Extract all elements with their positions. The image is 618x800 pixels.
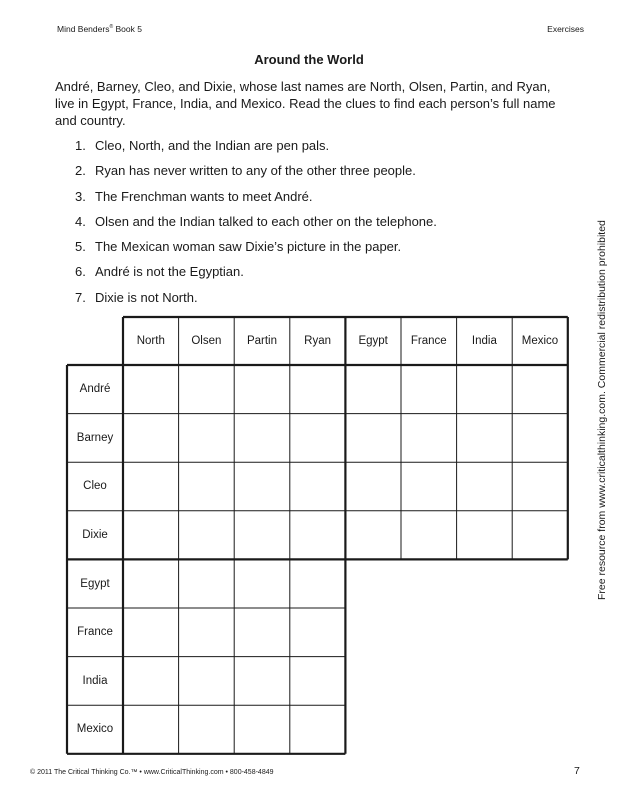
- grid-cell[interactable]: [290, 414, 346, 463]
- grid-cell[interactable]: [290, 365, 346, 414]
- grid-cell[interactable]: [512, 414, 568, 463]
- grid-cell[interactable]: [290, 608, 346, 657]
- column-header: France: [410, 335, 447, 347]
- grid-cell[interactable]: [179, 414, 235, 463]
- page-title: Around the World: [254, 52, 364, 67]
- grid-cell[interactable]: [512, 511, 568, 560]
- grid-cell[interactable]: [401, 511, 457, 560]
- column-header: Egypt: [358, 335, 388, 347]
- grid-cell[interactable]: [401, 462, 457, 511]
- clue-item: 1. Cleo, North, and the Indian are pen pals.: [75, 138, 330, 153]
- grid-cell[interactable]: [179, 657, 235, 706]
- row-header: Mexico: [76, 723, 114, 736]
- grid-cell[interactable]: [179, 365, 235, 414]
- column-header: Olsen: [191, 335, 222, 347]
- grid-cell[interactable]: [290, 657, 346, 706]
- row-header: India: [82, 674, 108, 687]
- grid-cell[interactable]: [512, 365, 568, 414]
- grid-cell[interactable]: [179, 705, 235, 754]
- grid-cell[interactable]: [345, 511, 401, 560]
- row-header: Cleo: [83, 480, 107, 493]
- grid-cell[interactable]: [234, 559, 290, 608]
- grid-cell[interactable]: [123, 608, 179, 657]
- grid-cell[interactable]: [123, 559, 179, 608]
- grid-cell[interactable]: [123, 462, 179, 511]
- grid-cell[interactable]: [457, 365, 513, 414]
- column-header: India: [471, 335, 497, 347]
- grid-cell[interactable]: [179, 608, 235, 657]
- section-header: Exercises: [547, 24, 584, 34]
- grid-cell[interactable]: [401, 414, 457, 463]
- grid-cell[interactable]: [457, 511, 513, 560]
- grid-cell[interactable]: [345, 462, 401, 511]
- grid-cell[interactable]: [290, 705, 346, 754]
- grid-cell[interactable]: [457, 414, 513, 463]
- grid-cell[interactable]: [345, 365, 401, 414]
- grid-cell[interactable]: [179, 559, 235, 608]
- puzzle-intro: André, Barney, Cleo, and Dixie, whose last names are North, Olsen, Partin, and Ryan, live in Egypt, France, India, and Mexico. Read the clues to find each person’s full name and country.: [55, 79, 556, 128]
- grid-cell[interactable]: [345, 414, 401, 463]
- clue-item: 3. The Frenchman wants to meet André.: [75, 188, 313, 204]
- clue-item: 4. Olsen and the Indian talked to each other on the telephone.: [75, 213, 437, 229]
- column-header: Mexico: [521, 335, 559, 347]
- grid-cell[interactable]: [290, 511, 346, 560]
- row-header: Dixie: [82, 529, 108, 542]
- grid-cell[interactable]: [457, 462, 513, 511]
- book-title-header: Mind Benders® Book 5: [57, 24, 142, 34]
- grid-cell[interactable]: [234, 365, 290, 414]
- copyright-footer: © 2011 The Critical Thinking Co.™ • www.CriticalThinking.com • 800-458-4849: [30, 769, 274, 776]
- grid-cell[interactable]: [290, 462, 346, 511]
- row-header: Egypt: [80, 577, 110, 590]
- clue-item: 7. Dixie is not North.: [75, 289, 198, 305]
- clue-item: 6. André is not the Egyptian.: [75, 264, 244, 280]
- page-number: 7: [574, 765, 580, 777]
- clue-item: 5. The Mexican woman saw Dixie’s picture in the paper.: [75, 239, 402, 255]
- grid-cell[interactable]: [234, 608, 290, 657]
- grid-cell[interactable]: [401, 365, 457, 414]
- column-header: Partin: [246, 335, 277, 347]
- grid-cell[interactable]: [234, 705, 290, 754]
- row-header: André: [79, 383, 111, 396]
- row-header: France: [77, 626, 113, 639]
- grid-cell[interactable]: [234, 414, 290, 463]
- redistribution-notice: Free resource from www.criticalthinking.com. Commercial redistribution prohibited: [596, 220, 608, 600]
- grid-cell[interactable]: [234, 657, 290, 706]
- grid-cell[interactable]: [123, 365, 179, 414]
- row-header: Barney: [76, 431, 114, 444]
- grid-cell[interactable]: [179, 511, 235, 560]
- grid-cell[interactable]: [512, 462, 568, 511]
- grid-cell[interactable]: [179, 462, 235, 511]
- grid-cell[interactable]: [234, 462, 290, 511]
- grid-cell[interactable]: [234, 511, 290, 560]
- grid-cell[interactable]: [123, 511, 179, 560]
- clue-item: 2. Ryan has never written to any of the other three people.: [75, 163, 416, 179]
- grid-cell[interactable]: [123, 705, 179, 754]
- grid-cell[interactable]: [123, 657, 179, 706]
- column-header: Ryan: [304, 335, 332, 347]
- column-header: North: [136, 335, 165, 347]
- grid-cell[interactable]: [290, 559, 346, 608]
- grid-cell[interactable]: [123, 414, 179, 463]
